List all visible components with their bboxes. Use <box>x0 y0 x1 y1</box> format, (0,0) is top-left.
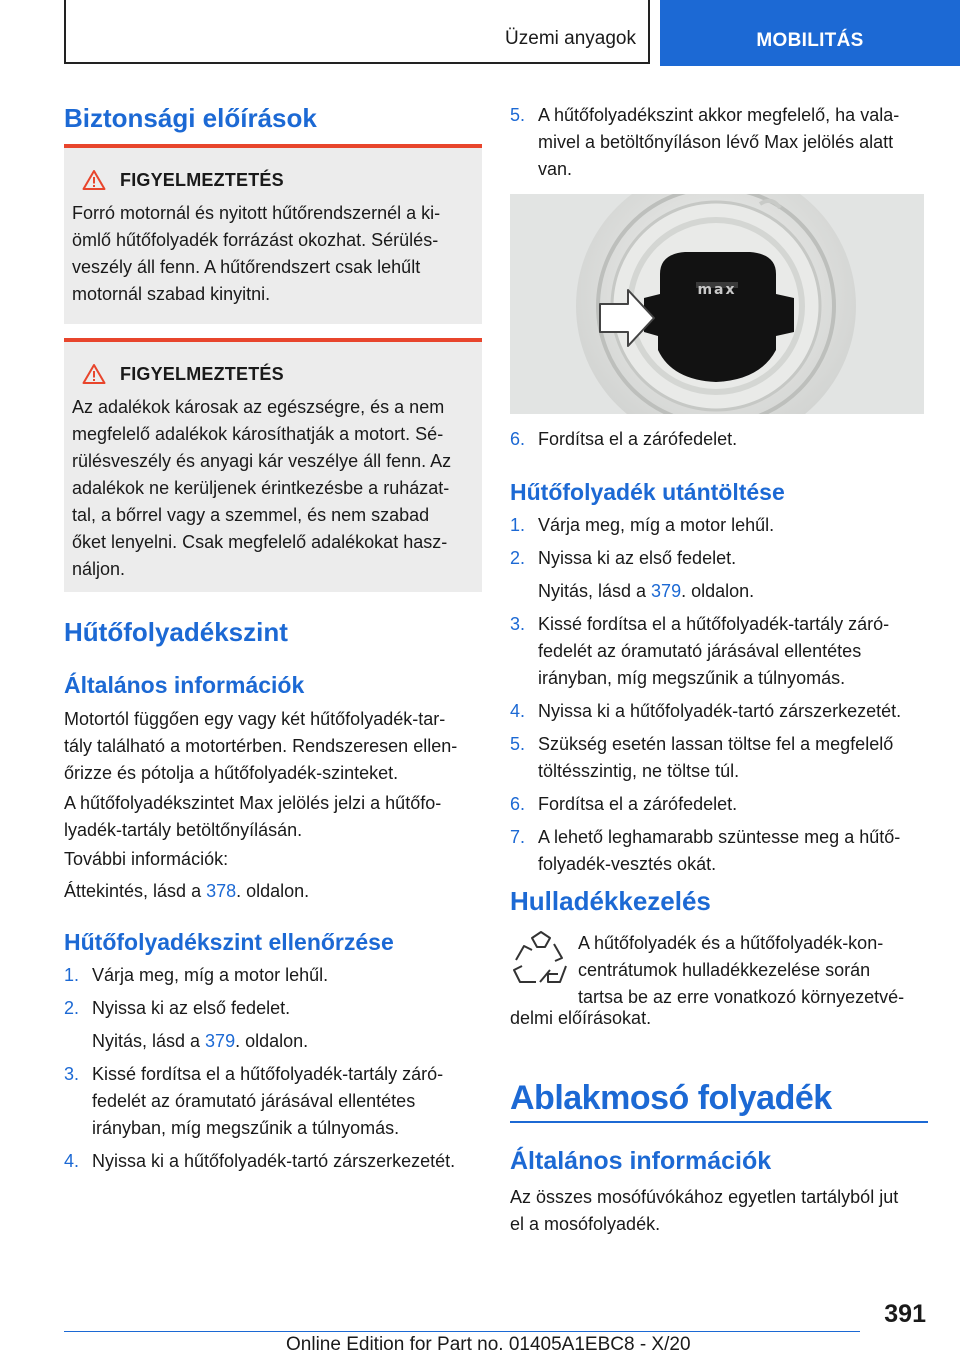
max-mark-text <box>64 790 441 844</box>
header-section-box <box>64 0 650 64</box>
warning-triangle-icon <box>82 169 106 191</box>
list-item <box>510 731 928 785</box>
step-number: 5. <box>510 105 526 125</box>
overview-reference <box>64 878 309 905</box>
coolant-cap-photo <box>510 194 924 414</box>
step-reference <box>92 1028 482 1055</box>
coolant-level-heading: Hűtőfolyadékszint <box>64 617 288 647</box>
header-chapter-label: MOBILITÁS <box>756 30 864 51</box>
text-line: A hűtőfolyadék és a hűtőfolyadék-kon- <box>578 933 884 953</box>
step-text: töltésszintig, ne töltse túl. <box>538 761 740 781</box>
step-text: fedelét az óramutató járásával ellentétes <box>92 1091 416 1111</box>
refill-steps-list <box>510 512 928 884</box>
step-text: folyadék-vesztés okát. <box>538 854 717 874</box>
list-item <box>510 698 928 725</box>
step-text: irányban, míg megszűnik a túlnyomás. <box>538 668 846 688</box>
disposal-heading: Hulladékkezelés <box>510 886 711 916</box>
text-line: Az összes mosófúvókához egyetlen tartályból jut <box>510 1187 899 1207</box>
warning-2-line: őket lenyelni. Csak megfelelő adalékokat hasz- <box>72 532 448 552</box>
step-text: Várja meg, míg a motor lehűl. <box>92 965 329 985</box>
general-info-text <box>64 706 457 787</box>
general-info-heading: Általános információk <box>64 672 305 698</box>
ref-text: Áttekintés, lásd a <box>64 881 207 901</box>
text-line: lyadék-tartály betöltőnyílásán. <box>64 820 303 840</box>
list-item <box>510 102 928 183</box>
disposal-text <box>578 930 928 1011</box>
step-text: fedelét az óramutató járásával ellentétes <box>538 641 862 661</box>
warning-1-line: veszély áll fenn. A hűtőrendszert csak lehűlt <box>72 257 421 277</box>
header-chapter-tab[interactable] <box>660 0 960 66</box>
edition-text: Online Edition for Part no. 01405A1EBC8 - X/20 <box>286 1334 691 1355</box>
step-number: 1. <box>64 965 80 985</box>
warning-box-2 <box>64 338 482 592</box>
washer-general-heading: Általános információk <box>510 1147 772 1175</box>
check-level-heading: Hűtőfolyadékszint ellenőrzése <box>64 929 394 955</box>
ref-text: Nyitás, lásd a <box>538 581 652 601</box>
after-photo-step <box>510 426 928 459</box>
step-text: irányban, míg megszűnik a túlnyomás. <box>92 1118 400 1138</box>
list-item <box>64 962 482 989</box>
warning-title-2: FIGYELMEZTETÉS <box>120 363 284 384</box>
step-text: Nyissa ki az első fedelet. <box>538 548 737 568</box>
step-number: 5. <box>510 734 526 754</box>
text-line: őrizze és pótolja a hűtőfolyadék-szinteket. <box>64 763 399 783</box>
step-text: Kissé fordítsa el a hűtőfolyadék-tartály záró- <box>92 1064 444 1084</box>
list-item <box>510 426 928 453</box>
step-number: 3. <box>510 614 526 634</box>
safety-heading: Biztonsági előírások <box>64 103 317 133</box>
step-text: Várja meg, míg a motor lehűl. <box>538 515 775 535</box>
header-section-title: Üzemi anyagok <box>505 28 636 49</box>
step-text: Fordítsa el a zárófedelet. <box>538 794 738 814</box>
warning-2-line: megfelelő adalékok károsíthatják a motort. Sé- <box>72 424 444 444</box>
filler-neck-illustration <box>510 194 924 414</box>
step-text: mivel a betöltőnyíláson lévő Max jelölés alatt <box>538 132 894 152</box>
step-text: A lehető leghamarabb szüntesse meg a hűtő- <box>538 827 901 847</box>
list-item <box>510 512 928 539</box>
ref-text: . oldalon. <box>235 1031 309 1051</box>
disposal-text-last: delmi előírásokat. <box>510 1008 652 1028</box>
list-item <box>64 995 482 1055</box>
list-item <box>510 545 928 605</box>
step-number: 4. <box>64 1151 80 1171</box>
warning-box-1 <box>64 144 482 324</box>
step-text: Fordítsa el a zárófedelet. <box>538 429 738 449</box>
warning-header-2 <box>74 360 284 388</box>
step-number: 2. <box>510 548 526 568</box>
more-info-text: További információk: <box>64 849 229 869</box>
warning-1-line: Forró motornál és nyitott hűtőrendszernél a ki- <box>72 203 441 223</box>
page-header <box>0 0 960 66</box>
step-number: 6. <box>510 429 526 449</box>
step-number: 3. <box>64 1064 80 1084</box>
list-item <box>64 1148 482 1175</box>
warning-2-line: Az adalékok károsak az egészségre, és a nem <box>72 397 445 417</box>
text-line: A hűtőfolyadékszintet Max jelölés jelzi a hűtőfo- <box>64 793 442 813</box>
step-number: 2. <box>64 998 80 1018</box>
warning-text-1 <box>72 200 476 308</box>
footer-rule <box>64 1331 860 1332</box>
step-number: 1. <box>510 515 526 535</box>
max-label: max <box>697 282 737 298</box>
warning-title-1: FIGYELMEZTETÉS <box>120 169 284 190</box>
list-item <box>510 791 928 818</box>
warning-1-line: ömlő hűtőfolyadék forrázást okozhat. Sérülés- <box>72 230 439 250</box>
step-text: van. <box>538 159 573 179</box>
step-text: Szükség esetén lassan töltse fel a megfelelő <box>538 734 894 754</box>
warning-2-line: adalékok ne kerüljenek érintkezésbe a ruházat- <box>72 478 450 498</box>
text-line: tartsa be az erre vonatkozó környezetvé- <box>578 987 905 1007</box>
heading-rule <box>510 1121 928 1123</box>
page-link[interactable]: 379 <box>205 1031 236 1051</box>
step-text: Nyissa ki a hűtőfolyadék-tartó zárszerkezetét. <box>538 701 902 721</box>
step-number: 6. <box>510 794 526 814</box>
step-text: Nyissa ki az első fedelet. <box>92 998 291 1018</box>
check-steps-list <box>64 962 482 1181</box>
washer-fluid-heading: Ablakmosó folyadék <box>510 1079 832 1117</box>
overview-page-link[interactable]: 378 <box>206 881 237 901</box>
step-text: Kissé fordítsa el a hűtőfolyadék-tartály záró- <box>538 614 890 634</box>
page-link[interactable]: 379 <box>651 581 682 601</box>
step-number: 4. <box>510 701 526 721</box>
page-number: 391 <box>884 1300 926 1328</box>
list-item <box>510 824 928 878</box>
ref-text: . oldalon. <box>236 881 310 901</box>
text-line: el a mosófolyadék. <box>510 1214 661 1234</box>
warning-2-line: náljon. <box>72 559 126 579</box>
warning-2-line: rülésveszély és anyagi kár veszélye áll fenn. Az <box>72 451 452 471</box>
step-reference <box>538 578 928 605</box>
step-text: A hűtőfolyadékszint akkor megfelelő, ha vala- <box>538 105 900 125</box>
text-line: Motortól függően egy vagy két hűtőfolyadék-tar- <box>64 709 446 729</box>
warning-triangle-icon <box>82 363 106 385</box>
check-steps-continued <box>510 102 928 189</box>
step-text: Nyissa ki a hűtőfolyadék-tartó zárszerkezetét. <box>92 1151 456 1171</box>
warning-header-1 <box>74 166 284 194</box>
step-number: 7. <box>510 827 526 847</box>
recycle-icon <box>510 930 572 988</box>
text-line: tály található a motortérben. Rendszeresen ellen- <box>64 736 458 756</box>
ref-text: Nyitás, lásd a <box>92 1031 206 1051</box>
text-line: centrátumok hulladékkezelése során <box>578 960 871 980</box>
ref-text: . oldalon. <box>681 581 755 601</box>
washer-general-text <box>510 1184 898 1238</box>
list-item <box>64 1061 482 1142</box>
refill-heading: Hűtőfolyadék utántöltése <box>510 479 785 505</box>
warning-1-line: motornál szabad kinyitni. <box>72 284 271 304</box>
warning-text-2 <box>72 394 476 583</box>
warning-2-line: tal, a bőrrel vagy a szemmel, és nem szabad <box>72 505 430 525</box>
list-item <box>510 611 928 692</box>
